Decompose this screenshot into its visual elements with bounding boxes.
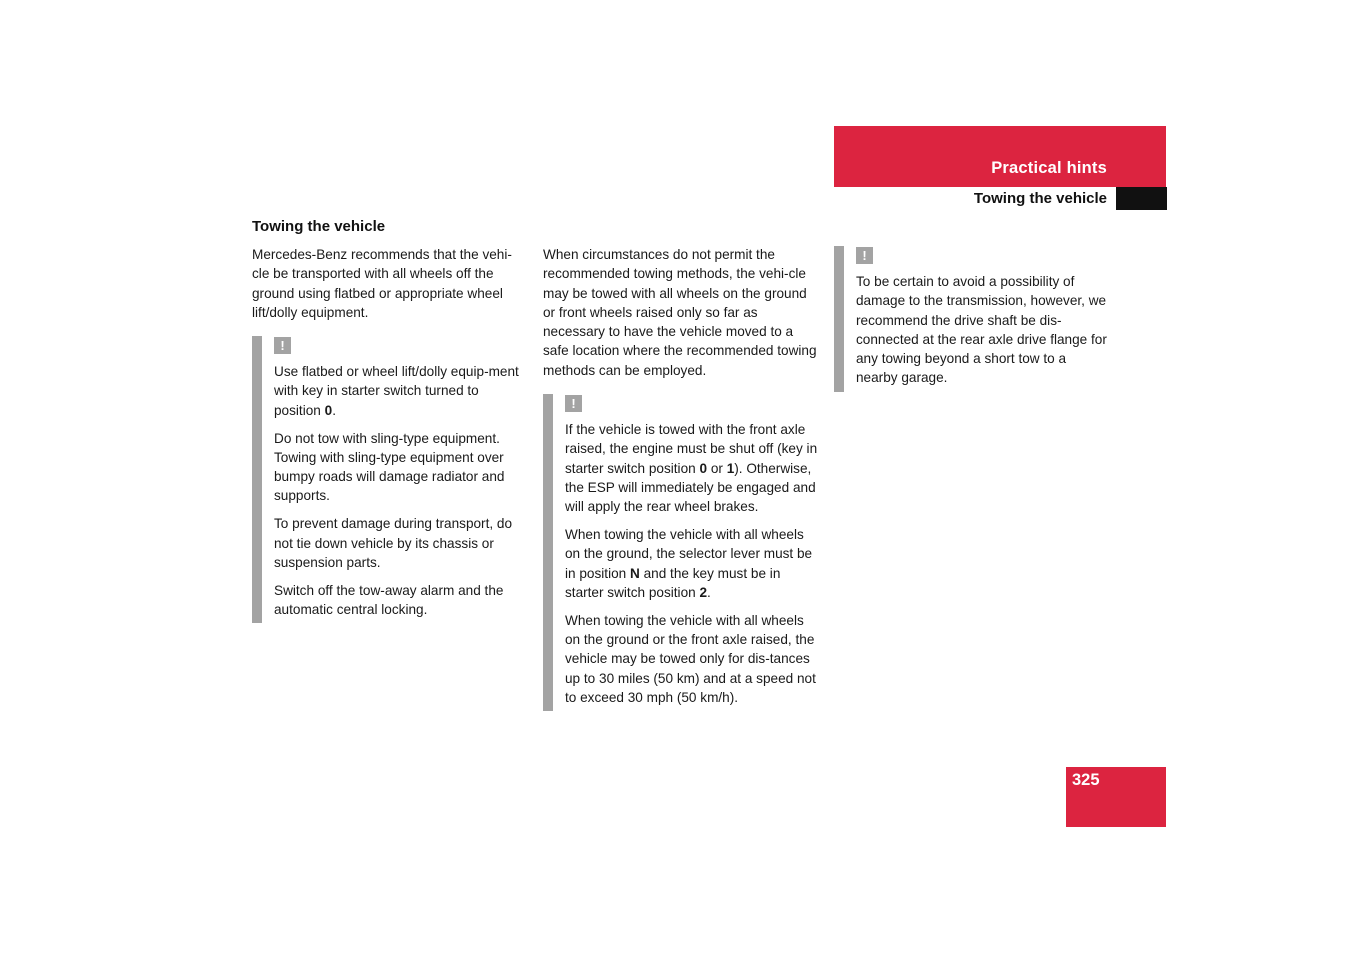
warning-note	[834, 246, 1110, 392]
exclamation-icon: !	[565, 395, 582, 412]
page-title: Towing the vehicle	[252, 218, 386, 235]
warning-note	[252, 336, 528, 623]
page-number: 325	[1072, 771, 1100, 789]
note-paragraph: Switch off the tow-away alarm and the automatic central locking.	[274, 582, 504, 617]
note-paragraph: When towing the vehicle with all wheels on the ground or the front axle raised, the vehicle may be towed only for dis-tances up to 30 miles (50 km) and at a speed not to exceed 30 mph (50 km/h).	[565, 612, 816, 705]
chapter-title: Practical hints	[991, 159, 1107, 177]
section-tab-marker	[1116, 187, 1167, 210]
page-number-box	[1066, 767, 1166, 827]
note-paragraph: Do not tow with sling-type equipment. Towing with sling-type equipment over bumpy roads will damage radiator and supports.	[274, 430, 505, 504]
column-3	[834, 246, 1110, 392]
warning-note	[543, 394, 819, 711]
note-paragraph: To prevent damage during transport, do not tie down vehicle by its chassis or suspension parts.	[274, 516, 513, 570]
intro-paragraph: Mercedes-Benz recommends that the vehi-cle be transported with all wheels off the ground using flatbed or appropriate wheel lift/dolly equipment.	[252, 247, 512, 320]
column-2	[543, 245, 819, 711]
note-paragraph: Use flatbed or wheel lift/dolly equip-ment with key in starter switch turned to position 0.	[274, 364, 519, 418]
note-paragraph: When towing the vehicle with all wheels on the ground, the selector lever must be in position N and the key must be in starter switch position 2.	[565, 527, 813, 600]
exclamation-icon: !	[856, 247, 873, 264]
section-label: Towing the vehicle	[973, 190, 1107, 207]
note-paragraph: To be certain to avoid a possibility of damage to the transmission, however, we recommend the drive shaft be dis-connected at the rear axle drive flange for any towing beyond a short tow to a nearby garage.	[856, 274, 1107, 386]
exclamation-icon: !	[274, 337, 291, 354]
intro-paragraph: When circumstances do not permit the recommended towing methods, the vehi-cle may be towed with all wheels on the ground or front wheels raised only so far as necessary to have the vehicle moved to a safe location where the recommended towing methods can be employed.	[543, 247, 817, 378]
note-paragraph: If the vehicle is towed with the front axle raised, the engine must be shut off (key in starter switch position 0 or 1). Otherwise, the ESP will immediately be engaged and will apply the rear wheel brakes.	[565, 422, 818, 515]
column-1	[252, 245, 528, 623]
